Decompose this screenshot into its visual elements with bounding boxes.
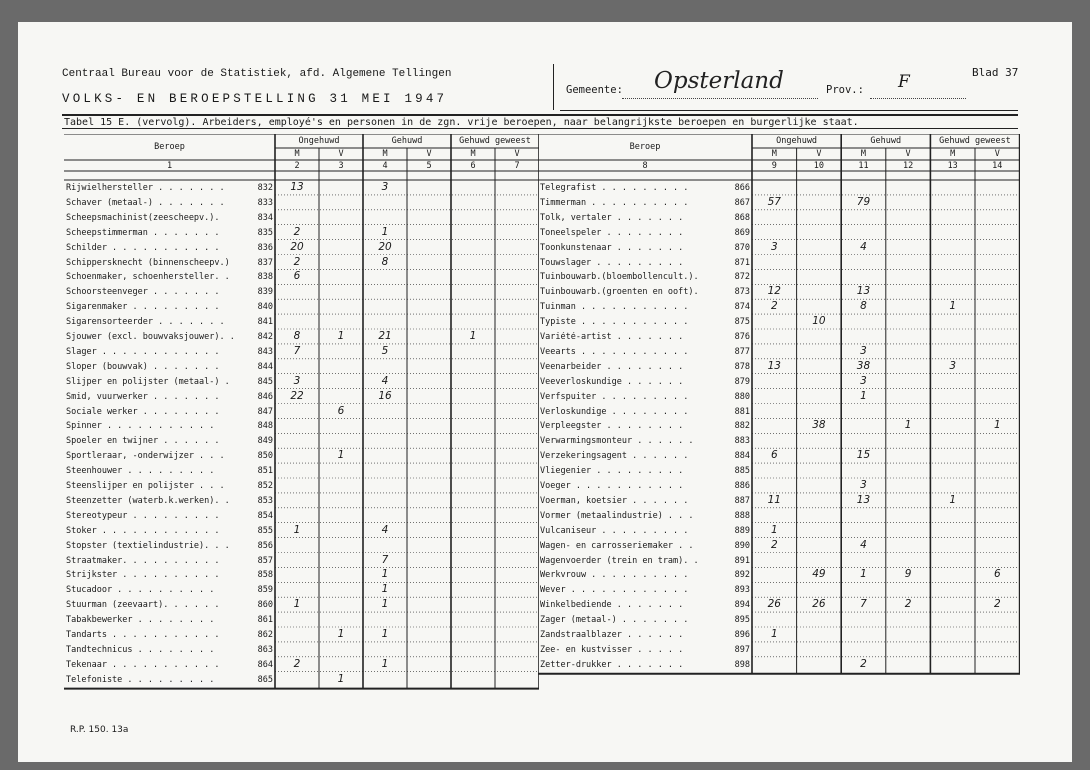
table-right-cell-value: 3 xyxy=(770,240,778,253)
table-left-cell-value: 8 xyxy=(381,255,389,268)
table-right-row-label: Voerman, koetsier . . . . . . xyxy=(540,495,689,506)
table-right-row-code: 870 xyxy=(734,242,750,253)
table-left-group-header: Gehuwd xyxy=(391,136,423,146)
table-right-row-code: 879 xyxy=(734,376,750,387)
table-left-row-code: 861 xyxy=(257,615,273,626)
table-left-col-number: 4 xyxy=(382,161,388,171)
table-left-row-label: Sjouwer (excl. bouwvaksjouwer). . xyxy=(66,332,235,342)
table-left-sub-header: M xyxy=(294,149,300,159)
table-left-cell-value: 3 xyxy=(381,181,389,193)
table-right-cell-value: 13 xyxy=(856,493,871,506)
table-right-row-label: Verloskundige . . . . . . . . xyxy=(540,406,689,417)
gemeente-label: Gemeente: xyxy=(566,84,623,96)
form-code: R.P. 150. 13a xyxy=(70,725,129,735)
table-left-row-code: 843 xyxy=(257,346,273,357)
table-left-row-code: 851 xyxy=(257,466,273,477)
table-left-row-code: 853 xyxy=(257,495,273,506)
table-left-group-header: Ongehuwd xyxy=(298,136,340,146)
table-left-row-code: 859 xyxy=(257,585,273,596)
table-right-row-code: 866 xyxy=(734,183,750,193)
table-left-row-code: 862 xyxy=(257,630,273,640)
table-left-cell-value: 1 xyxy=(381,598,389,611)
table-left-row-code: 857 xyxy=(257,555,273,566)
table-left-row-label: Stopster (textielindustrie). . . xyxy=(66,540,230,551)
table-left-row-code: 856 xyxy=(257,540,273,551)
table-right-sub-header: V xyxy=(905,149,911,159)
table-right-row-code: 895 xyxy=(734,615,750,626)
table-right-cell-value: 1 xyxy=(949,493,957,506)
table-left-cell-value: 2 xyxy=(293,657,301,670)
table-left-row-code: 844 xyxy=(257,361,273,372)
table-right-cell-value: 2 xyxy=(770,538,778,551)
table-left-row-code: 854 xyxy=(257,510,273,521)
caption-bottom-rule xyxy=(62,128,1018,129)
table-left-cell-value: 8 xyxy=(293,330,301,342)
table-left-row-label: Stoker . . . . . . . . . . . . xyxy=(66,525,220,536)
prov-field-line xyxy=(870,98,966,99)
table-left-cell-value: 5 xyxy=(381,344,389,357)
table-left-row-label: Tandarts . . . . . . . . . . . xyxy=(66,630,220,640)
gemeente-value: Opsterland xyxy=(654,68,784,94)
table-right-cell-value: 79 xyxy=(856,195,871,208)
table-left-row-code: 850 xyxy=(257,451,273,462)
table-left-sub-header: M xyxy=(382,149,388,159)
table-right-row-code: 878 xyxy=(734,361,750,372)
table-right-col-number: 12 xyxy=(902,161,914,171)
table-right-row-label: Wagenvoerder (trein en tram). . xyxy=(540,555,699,566)
table-left-cell-value: 1 xyxy=(337,449,345,462)
table-right-cell-value: 2 xyxy=(993,598,1001,611)
table-left-row-code: 847 xyxy=(257,406,273,417)
table-right-row-code: 875 xyxy=(734,317,750,328)
table-left-cell-value: 1 xyxy=(381,568,389,581)
table-right-row-label: Tuinman . . . . . . . . . . . xyxy=(540,302,689,313)
table-right-row-label: Wever . . . . . . . . . . . . xyxy=(540,585,689,596)
table-right-row-code: 886 xyxy=(734,481,750,491)
table-left-row-label: Tekenaar . . . . . . . . . . . xyxy=(66,659,220,670)
table-right-row-label: Typiste . . . . . . . . . . . xyxy=(540,317,689,328)
table-right-cell-value: 12 xyxy=(767,285,781,298)
table-left-row-code: 846 xyxy=(257,391,273,402)
table-left-cell-value: 3 xyxy=(293,374,301,387)
table-left-beroep-header: Beroep xyxy=(154,142,185,152)
table-left-row-code: 837 xyxy=(257,257,273,268)
table-right-row-code: 892 xyxy=(734,570,750,581)
table-left-row-label: Schippersknecht (binnenscheepv.) xyxy=(66,257,230,268)
table-right-cell-value: 1 xyxy=(770,523,778,536)
table-right-row-label: Variété-artist . . . . . . . xyxy=(540,332,684,342)
table-right-cell-value: 57 xyxy=(767,195,781,208)
table-right-row-code: 891 xyxy=(734,555,750,566)
table-left-sub-header: V xyxy=(426,149,432,159)
table-right-cell-value: 3 xyxy=(949,359,957,372)
table-left-row-code: 838 xyxy=(257,272,273,283)
table-left-col-number: 5 xyxy=(426,161,432,171)
table-left-cell-value: 4 xyxy=(381,523,389,536)
table-left-row-label: Schaver (metaal-) . . . . . . . xyxy=(66,197,225,208)
table-right-row-code: 893 xyxy=(734,585,750,596)
table-right-cell-value: 38 xyxy=(812,419,826,432)
page-label: Blad 37 xyxy=(972,66,1019,79)
table-left-row-code: 858 xyxy=(257,570,273,581)
table-left-cell-value: 1 xyxy=(381,657,389,670)
table-right-row-code: 876 xyxy=(734,332,750,342)
table-left-cell-value: 2 xyxy=(293,255,301,268)
table-right-row-code: 874 xyxy=(734,302,750,313)
table-left-row-label: Steenslijper en polijster . . . xyxy=(66,481,225,491)
table-left-row-label: Steenhouwer . . . . . . . . . xyxy=(66,466,215,477)
table-left-row-code: 841 xyxy=(257,317,273,328)
table-right-row-code: 898 xyxy=(734,659,750,670)
table-left-cell-value: 20 xyxy=(290,240,304,253)
table-right-row-label: Tuinbouwarb.(bloembollencult.). xyxy=(540,272,699,283)
table-right-group-header: Gehuwd geweest xyxy=(939,136,1011,146)
table-left-cell-value: 1 xyxy=(337,330,345,342)
table-right-row-code: 872 xyxy=(734,272,750,283)
table-left-row-label: Schoorsteenveger . . . . . . . xyxy=(66,287,220,298)
table-right-row-code: 883 xyxy=(734,436,750,447)
table-left-row-label: Steenzetter (waterb.k.werken). . xyxy=(66,495,230,506)
table-left-row-code: 860 xyxy=(257,600,273,611)
table-right-row-code: 887 xyxy=(734,495,750,506)
table-right-row-label: Verpleegster . . . . . . . . xyxy=(540,421,684,432)
table-left-row-code: 865 xyxy=(257,674,273,685)
table-right-cell-value: 49 xyxy=(812,568,826,581)
table-left-cell-value: 7 xyxy=(293,344,301,357)
table-right-cell-value: 6 xyxy=(770,449,778,462)
table-right-row-code: 890 xyxy=(734,540,750,551)
table-right-beroep-header: Beroep xyxy=(629,142,661,152)
table-left-row-code: 834 xyxy=(257,212,273,223)
table-right-row-label: Wagen- en carrosseriemaker . . xyxy=(540,540,694,551)
table-left-row-code: 840 xyxy=(257,302,273,313)
table-right-sub-header: M xyxy=(860,149,867,159)
table-right-row-code: 881 xyxy=(734,406,750,417)
table-left-row-label: Slager . . . . . . . . . . . . xyxy=(66,346,220,357)
table-right-row-label: Verfspuiter . . . . . . . . . xyxy=(540,391,689,402)
table-right-cell-value: 11 xyxy=(767,493,781,506)
table-right-sub-header: M xyxy=(771,149,777,159)
table-right-row-label: Zee- en kustvisser . . . . . xyxy=(540,644,684,655)
table-left-row-label: Telefoniste . . . . . . . . . xyxy=(66,674,215,685)
table-right-row-code: 882 xyxy=(734,421,750,432)
table-right-row-label: Werkvrouw . . . . . . . . . . xyxy=(540,570,689,581)
table-left-row-label: Scheepstimmerman . . . . . . . xyxy=(66,227,220,238)
table-right-cell-value: 2 xyxy=(770,300,778,313)
table-left-row-label: Stucadoor . . . . . . . . . . xyxy=(66,585,215,596)
table-left-row-code: 832 xyxy=(257,183,273,193)
table-right-row-code: 884 xyxy=(734,451,750,462)
table-right-cell-value: 15 xyxy=(856,449,871,462)
table-right-row-label: Timmerman . . . . . . . . . . xyxy=(540,197,689,208)
table-left-cell-value: 1 xyxy=(381,628,389,640)
table-left-cell-value: 16 xyxy=(378,389,392,402)
table-right-sub-header: M xyxy=(950,149,956,159)
table-left-cell-value: 13 xyxy=(290,181,304,193)
table-right-row-code: 897 xyxy=(734,644,750,655)
table-right-row-label: Tolk, vertaler . . . . . . . xyxy=(540,212,684,223)
prov-value: F xyxy=(898,72,910,92)
table-right-row-label: Vulcaniseur . . . . . . . . . xyxy=(540,525,689,536)
table-left-row-label: Sloper (bouwvak) . . . . . . . xyxy=(66,361,220,372)
table-right-col-number: 13 xyxy=(947,161,958,171)
table-right-row-code: 873 xyxy=(734,287,750,298)
table-right-row-code: 868 xyxy=(734,212,750,223)
table-left-row-label: Sigarensorteerder . . . . . . . xyxy=(66,317,225,328)
header-divider xyxy=(553,64,554,110)
table-left-row-label: Sigarenmaker . . . . . . . . . xyxy=(66,302,220,313)
table-right-row-label: Touwslager . . . . . . . . . xyxy=(540,257,684,268)
table-right-row-label: Veearts . . . . . . . . . . . xyxy=(540,346,689,357)
table-left-cell-value: 21 xyxy=(378,330,392,342)
table-left-col-number: 6 xyxy=(470,161,476,171)
table-left-cell-value: 2 xyxy=(293,225,301,238)
table-left-row-code: 845 xyxy=(257,376,273,387)
table-right-cell-value: 4 xyxy=(860,538,867,551)
table-left-row-label: Spinner . . . . . . . . . . . xyxy=(66,421,215,432)
table-right-cell-value: 8 xyxy=(860,300,867,313)
table-right-col-number: 8 xyxy=(642,161,648,171)
table-right-cell-value: 9 xyxy=(904,568,912,581)
table-caption: Tabel 15 E. (vervolg). Arbeiders, employé's en personen in de zgn. vrije beroepen, naar belangrijkste beroepen en burgerlijke staat. xyxy=(64,117,859,128)
table-left-col-number: 2 xyxy=(294,161,300,171)
table-right-cell-value: 13 xyxy=(856,285,871,298)
table-right-cell-value: 26 xyxy=(767,598,781,611)
table-left-row-code: 848 xyxy=(257,421,273,432)
table-right-col-number: 14 xyxy=(992,161,1003,171)
table-left-row-label: Sociale werker . . . . . . . . xyxy=(66,406,220,417)
table-left-row-label: Schilder . . . . . . . . . . . xyxy=(66,242,220,253)
table-right-cell-value: 10 xyxy=(812,315,826,328)
table-left-row-code: 835 xyxy=(257,227,273,238)
table-right-row-label: Telegrafist . . . . . . . . . xyxy=(540,183,689,193)
table-left-row-code: 849 xyxy=(257,436,273,447)
table-right-row-label: Tuinbouwarb.(groenten en ooft). xyxy=(540,287,699,298)
table-right-cell-value: 4 xyxy=(860,240,867,253)
table-left-row-label: Scheepsmachinist(zeescheepv.). xyxy=(66,212,220,223)
table-left-row-label: Slijper en polijster (metaal-) . xyxy=(66,376,230,387)
table-left-col-number: 7 xyxy=(514,161,520,171)
table-right-cell-value: 1 xyxy=(860,568,867,581)
table-left-cell-value: 6 xyxy=(293,270,301,283)
table-left-row-code: 864 xyxy=(257,659,273,670)
prov-label: Prov.: xyxy=(826,84,864,96)
table-left-cell-value: 1 xyxy=(469,330,477,342)
table-right-row-code: 877 xyxy=(734,346,750,357)
table-right-col-number: 9 xyxy=(771,161,777,171)
table-left-row-label: Spoeler en twijner . . . . . . xyxy=(66,436,220,447)
table-left-row-label: Schoenmaker, schoenhersteller. . xyxy=(66,272,230,283)
table-right-cell-value: 1 xyxy=(860,389,867,402)
table-right-row-label: Verwarmingsmonteur . . . . . . xyxy=(540,436,694,447)
header-rule xyxy=(560,110,1018,111)
table-right-row-code: 889 xyxy=(734,525,750,536)
table-left-row-code: 836 xyxy=(257,242,273,253)
table-left-row-label: Stuurman (zeevaart). . . . . . xyxy=(66,600,220,611)
table-right-row-label: Vliegenier . . . . . . . . . xyxy=(540,466,684,477)
table-right-group-header: Ongehuwd xyxy=(776,136,818,146)
organization-line: Centraal Bureau voor de Statistiek, afd. Algemene Tellingen xyxy=(62,68,452,80)
table-right-cell-value: 1 xyxy=(904,419,912,432)
table-right-cell-value: 6 xyxy=(993,568,1001,581)
table-right-cell-value: 13 xyxy=(767,359,781,372)
table-right-row-label: Winkelbediende . . . . . . . xyxy=(540,600,684,611)
table-right-row-label: Veenarbeider . . . . . . . . xyxy=(540,361,684,372)
table-left-cell-value: 1 xyxy=(337,672,345,685)
table-right-row-label: Zetter-drukker . . . . . . . xyxy=(540,659,684,670)
table-left-row-label: Tabakbewerker . . . . . . . . xyxy=(66,615,215,626)
table-right-row-label: Toonkunstenaar . . . . . . . xyxy=(540,242,684,253)
table-left-row-label: Rijwielhersteller . . . . . . . xyxy=(66,183,225,193)
table-left-cell-value: 20 xyxy=(378,240,392,253)
table-right-row-label: Voeger . . . . . . . . . . . xyxy=(540,481,684,491)
table-right-cell-value: 3 xyxy=(860,479,867,491)
table-left-row-code: 839 xyxy=(257,287,273,298)
form-title: VOLKS- EN BEROEPSTELLING 31 MEI 1947 xyxy=(62,92,448,106)
table-right-cell-value: 7 xyxy=(860,598,867,611)
table-left-row-code: 852 xyxy=(257,481,273,491)
table-right-row-code: 894 xyxy=(734,600,750,611)
table-right-sub-header: V xyxy=(816,149,822,159)
table-right-row-code: 888 xyxy=(734,510,750,521)
caption-top-rule xyxy=(62,114,1018,116)
table-left-cell-value: 1 xyxy=(381,225,389,238)
table-right-col-number: 10 xyxy=(813,161,825,171)
table-left-cell-value: 1 xyxy=(337,628,345,640)
table-right-row-code: 880 xyxy=(734,391,750,402)
gemeente-field-line xyxy=(622,98,818,99)
table-left-row-label: Smid, vuurwerker . . . . . . . xyxy=(66,391,220,402)
table-right-row-label: Veeverloskundige . . . . . . xyxy=(540,376,684,387)
table-right-cell-value: 1 xyxy=(949,300,957,313)
table-right-row-label: Vormer (metaalindustrie) . . . xyxy=(540,510,694,521)
table-left-col-number: 1 xyxy=(166,161,173,171)
table-left-cell-value: 1 xyxy=(381,583,389,596)
table-left-row-label: Straatmaker. . . . . . . . . . xyxy=(66,555,220,566)
table-left-group-header: Gehuwd geweest xyxy=(459,136,531,146)
table-left-row-code: 863 xyxy=(257,644,273,655)
table-left-sub-header: V xyxy=(338,149,344,159)
table-left-cell-value: 4 xyxy=(381,374,389,387)
table-left-row-label: Sportleraar, -onderwijzer . . . xyxy=(66,451,225,462)
table-right-cell-value: 3 xyxy=(860,344,867,357)
table-right-cell-value: 1 xyxy=(993,419,1001,432)
table-right-col-number: 11 xyxy=(858,161,869,171)
table-left-cell-value: 22 xyxy=(290,389,304,402)
table-left-cell-value: 1 xyxy=(293,523,301,536)
table-right-cell-value: 26 xyxy=(812,598,826,611)
table-right-sub-header: V xyxy=(994,149,1000,159)
table-left-row-code: 833 xyxy=(257,197,273,208)
table-right-row-label: Toneelspeler . . . . . . . . xyxy=(540,227,684,238)
table-left-row-code: 855 xyxy=(257,525,273,536)
table-right-cell-value: 2 xyxy=(860,657,867,670)
table-right-cell-value: 3 xyxy=(860,374,867,387)
table-right-group-header: Gehuwd xyxy=(870,136,902,146)
table-left-sub-header: V xyxy=(514,149,520,159)
table-right-cell-value: 1 xyxy=(770,628,778,640)
table-right-row-code: 896 xyxy=(734,630,750,640)
table-right-row-label: Zager (metaal-) . . . . . . . xyxy=(540,615,689,626)
table-right-row-code: 867 xyxy=(734,197,750,208)
table-right-row-code: 885 xyxy=(734,466,750,477)
table-left-cell-value: 7 xyxy=(381,553,389,566)
table-right-row-code: 869 xyxy=(734,227,750,238)
table-left-cell-value: 6 xyxy=(337,404,345,417)
table-right-row-label: Zandstraalblazer . . . . . . xyxy=(540,630,684,640)
table-left-row-label: Tandtechnicus . . . . . . . . xyxy=(66,644,215,655)
table-right-cell-value: 38 xyxy=(856,359,871,372)
table-left-row-code: 842 xyxy=(257,332,273,342)
table-left-row-label: Stereotypeur . . . . . . . . . xyxy=(66,510,220,521)
table-right-cell-value: 2 xyxy=(904,598,912,611)
table-left-sub-header: M xyxy=(470,149,476,159)
table-right-row-code: 871 xyxy=(734,257,750,268)
table-left-col-number: 3 xyxy=(338,161,344,171)
table-left-row-label: Strijkster . . . . . . . . . . xyxy=(66,570,220,581)
table-right-row-label: Verzekeringsagent . . . . . . xyxy=(540,451,689,462)
table-left-cell-value: 1 xyxy=(293,598,301,611)
